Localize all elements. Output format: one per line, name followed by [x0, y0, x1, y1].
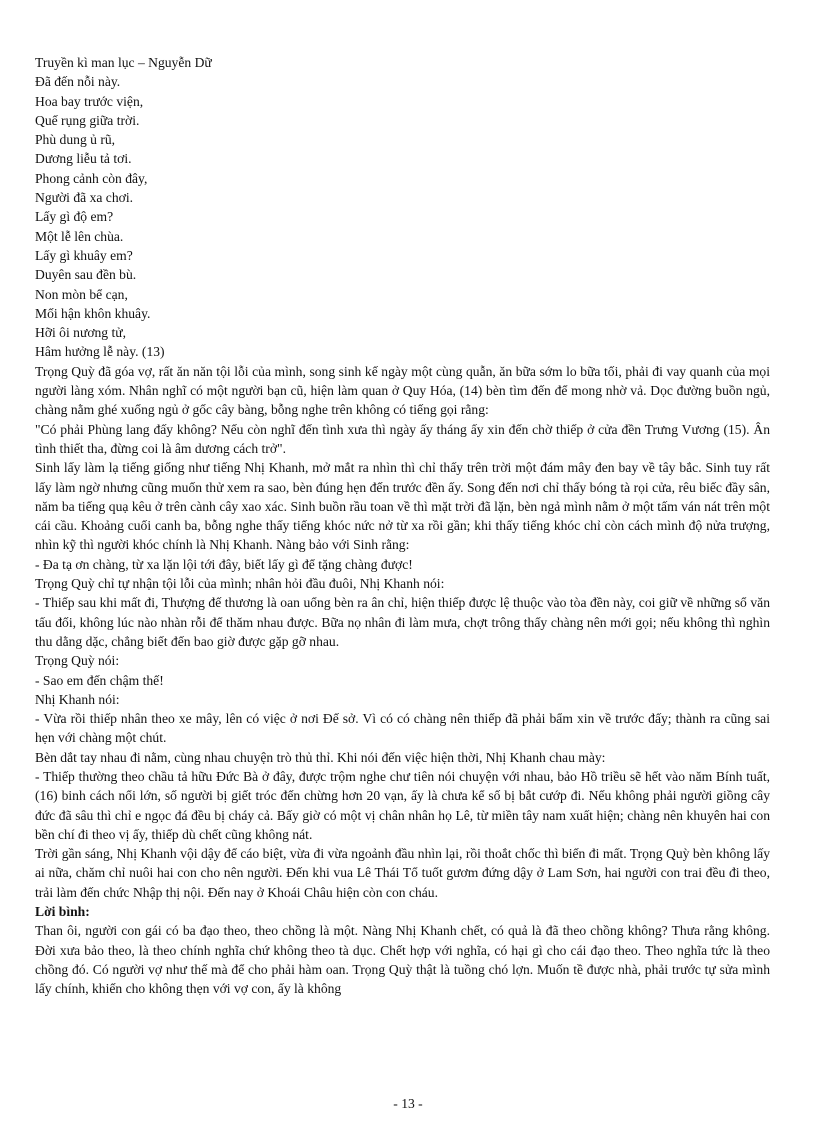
page-number: - 13 -: [393, 1096, 423, 1111]
paragraph: - Thiếp sau khi mất đi, Thượng đế thương là oan uổng bèn ra ân chỉ, hiện thiếp được lệ thuộc vào tòa đền này, coi giữ về những sổ văn tấu đối, không lúc nào nhàn rỗi để thăm nhau được. Bữa nọ nhân đi làm mưa, chợt trông thấy chàng nên mới gọi; nếu không thì nghìn thu dằng dặc, chẳng biết đến bao giờ được gặp gỡ nhau.: [35, 595, 770, 649]
paragraph: Nhị Khanh nói:: [35, 691, 120, 707]
poem-line: Mối hận khôn khuây.: [35, 305, 151, 321]
poem-line: Hỡi ôi nương tử,: [35, 325, 127, 341]
poem-line: Non mòn bể cạn,: [35, 286, 128, 302]
paragraph: - Thiếp thường theo chầu tả hữu Đức Bà ở đây, được trộm nghe chư tiên nói chuyện với nhau, bảo Hồ triều sẽ hết vào năm Bính tuất, (16) binh cách nổi lớn, số người bị giết tróc đến chừng hơn 20 vạn, ấy là chưa kể số bị bắt cướp đi. Nếu không phải người giồng cây đức đã sâu thì chỉ e ngọc đá đều bị cháy cả. Bấy giờ có một vị chân nhân họ Lê, từ miền tây nam xuất hiện; chàng nên khuyên hai con bền chí đi theo vị ấy, thiếp dù chết cũng không nát.: [35, 768, 770, 842]
poem-line: Quế rụng giữa trời.: [35, 112, 140, 128]
poem-line: Lấy gì độ em?: [35, 209, 114, 225]
comment-heading: Lời bình:: [35, 904, 90, 920]
source-title: Truyền kì man lục – Nguyễn Dữ: [35, 55, 212, 70]
poem-line: Phong cảnh còn đây,: [35, 170, 148, 186]
paragraph: Trọng Quỳ chỉ tự nhận tội lỗi của mình; nhân hỏi đầu đuôi, Nhị Khanh nói:: [35, 576, 445, 592]
document-page: [35, 53, 770, 999]
poem-line: Đã đến nỗi này.: [35, 74, 121, 90]
paragraph: - Sao em đến chậm thế!: [35, 672, 164, 688]
paragraph: - Vừa rồi thiếp nhân theo xe mây, lên có việc ở nơi Đế sở. Vì có có chàng nên thiếp đã phải bẩm xin về trước đấy; thành ra cũng sai hẹn với chàng một chút.: [35, 711, 770, 746]
poem: [35, 72, 770, 361]
paragraph: Sinh lấy làm lạ tiếng giống như tiếng Nhị Khanh, mở mắt ra nhìn thì chỉ thấy trên trời một đám mây đen bay về tây bắc. Sinh tuy rất lấy làm ngờ nhưng cũng muốn thử xem ra sao, bèn đúng hẹn đến trước đền ấy. Song đến nơi chỉ thấy bóng tà rọi cửa, rêu biếc đầy sân, năm ba tiếng quạ kêu ở trên cành cây xao xác. Sinh buồn rầu toan về thì mặt trời đã lặn, bèn ngả mình nằm ở một tấm ván nát trên một cái cầu. Khoảng cuối canh ba, bỗng nghe thấy tiếng khóc nức nở từ xa rồi gần; khi thấy tiếng khóc chỉ còn cách mình độ nửa trượng, nhìn kỹ thì người khóc chính là Nhị Khanh. Nàng bảo với Sinh rằng:: [35, 460, 770, 553]
poem-line: Dương liễu tả tơi.: [35, 151, 132, 167]
poem-line: Phù dung ủ rũ,: [35, 132, 116, 148]
paragraph: "Có phải Phùng lang đấy không? Nếu còn nghĩ đến tình xưa thì ngày ấy tháng ấy xin đến chờ thiếp ở cửa đền Trưng Vương (15). Ân tình thiết tha, đừng coi là âm dương cách trở".: [35, 421, 770, 456]
paragraph: Bèn dắt tay nhau đi nằm, cùng nhau chuyện trò thủ thỉ. Khi nói đến việc hiện thời, Nhị Khanh chau mày:: [35, 749, 606, 765]
story-body: [35, 362, 770, 902]
comment-paragraph: Than ôi, người con gái có ba đạo theo, theo chồng là một. Nàng Nhị Khanh chết, có quả là đã theo chồng không? Thưa rằng không. Đời xưa bảo theo, là theo chính nghĩa chứ không theo tà dục. Chết hợp với nghĩa, có hại gì cho cái đạo theo. Theo nghĩa tức là theo chồng đó. Có người vợ như thế mà để cho phải hàm oan. Trọng Quỳ thật là tuồng chó lợn. Muốn tề được nhà, phải trước tự sửa mình lấy chính, khiến cho không thẹn với vợ con, ấy là không: [35, 923, 770, 997]
paragraph: Trọng Quỳ nói:: [35, 653, 120, 669]
poem-line: Người đã xa chơi.: [35, 190, 133, 206]
paragraph: - Đa tạ ơn chàng, từ xa lặn lội tới đây, biết lấy gì để tặng chàng được!: [35, 556, 413, 572]
poem-line: Lấy gì khuây em?: [35, 247, 133, 263]
paragraph: Trời gần sáng, Nhị Khanh vội dậy để cáo biệt, vừa đi vừa ngoảnh đầu nhìn lại, rồi thoắt chốc thì biến đi mất. Trọng Quỳ bèn không lấy ai nữa, chăm chỉ nuôi hai con cho nên người. Đến khi vua Lê Thái Tổ tuốt gươm đứng dậy ở Lam Sơn, hai người con trai đều đi theo, trải làm đến chức Nhập thị nội. Đến nay ở Khoái Châu hiện còn con cháu.: [35, 846, 770, 900]
poem-line: Duyên sau đền bù.: [35, 267, 137, 283]
poem-line: Hâm hưởng lễ này. (13): [35, 344, 165, 360]
poem-line: Một lễ lên chùa.: [35, 228, 124, 244]
paragraph: Trọng Quỳ đã góa vợ, rất ăn năn tội lỗi của mình, song sinh kế ngày một cùng quẫn, ăn bữa sớm lo bữa tối, phải đi vay quanh của mọi người làng xóm. Nhân nghĩ có một người bạn cũ, hiện làm quan ở Quy Hóa, (14) bèn tìm đến để mong nhờ vả. Dọc đường buồn ngủ, chàng nằm ghé xuống ngủ ở gốc cây bàng, bỗng nghe trên không có tiếng gọi rằng:: [35, 363, 770, 418]
poem-line: Hoa bay trước viện,: [35, 93, 144, 109]
